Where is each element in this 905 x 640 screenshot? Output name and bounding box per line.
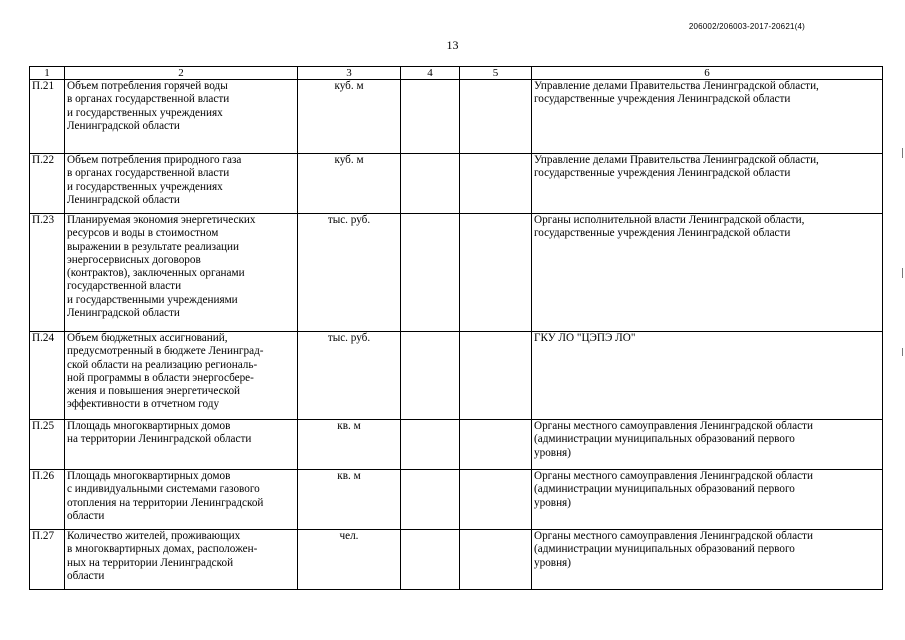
- indicators-table: [29, 66, 883, 590]
- document-id: 206002/206003-2017-20621(4): [688, 22, 805, 31]
- indicator-name-line: Площадь многоквартирных домов: [67, 420, 231, 432]
- unit-of-measure: чел.: [298, 530, 401, 590]
- indicator-code: П.26: [30, 470, 65, 530]
- column-4-cell: [401, 332, 460, 420]
- column-number-1: 1: [30, 67, 65, 80]
- responsible-body-line: уровня): [534, 556, 571, 569]
- responsible-body-line: (администрации муниципальных образований первого: [534, 433, 795, 446]
- indicator-name-line: на территории Ленинградской области: [67, 433, 252, 446]
- responsible-body: [532, 530, 883, 590]
- column-number-row: [30, 67, 883, 80]
- indicator-name-line: государственной власти: [67, 280, 182, 293]
- indicator-name-line: и государственных учреждениях: [67, 180, 223, 193]
- indicator-name: [65, 214, 298, 332]
- responsible-body-line: Органы местного самоуправления Ленинградской области: [534, 420, 813, 432]
- indicator-name: [65, 154, 298, 214]
- responsible-body-line: Органы местного самоуправления Ленинградской области: [534, 530, 813, 542]
- responsible-body-line: ГКУ ЛО "ЦЭПЭ ЛО": [534, 332, 636, 344]
- column-4-cell: [401, 530, 460, 590]
- responsible-body: [532, 332, 883, 420]
- indicator-name-line: области: [67, 569, 105, 582]
- responsible-body-line: уровня): [534, 496, 571, 509]
- page-number: 13: [446, 38, 459, 52]
- indicator-name: [65, 332, 298, 420]
- column-number-6: 6: [532, 67, 883, 80]
- indicator-name-line: в органах государственной власти: [67, 93, 230, 106]
- column-5-cell: [460, 80, 532, 154]
- responsible-body-line: государственные учреждения Ленинградской области: [534, 93, 791, 106]
- indicator-name: [65, 80, 298, 154]
- unit-of-measure: кв. м: [298, 470, 401, 530]
- indicator-name-line: ной программы в области энергосбере-: [67, 371, 254, 384]
- table-row: [30, 530, 883, 590]
- indicator-name-line: (контрактов), заключенных органами: [67, 267, 245, 280]
- column-5-cell: [460, 214, 532, 332]
- indicator-name-line: области: [67, 509, 105, 522]
- indicator-code: П.23: [30, 214, 65, 332]
- column-4-cell: [401, 214, 460, 332]
- scan-artifact: [902, 348, 903, 356]
- column-5-cell: [460, 530, 532, 590]
- indicator-code: П.25: [30, 420, 65, 470]
- indicator-name-line: в органах государственной власти: [67, 167, 230, 180]
- indicator-name-line: в многоквартирных домах, расположен-: [67, 543, 258, 556]
- indicator-name-line: Объем потребления природного газа: [67, 154, 242, 166]
- indicator-name-line: Ленинградской области: [67, 193, 180, 206]
- column-5-cell: [460, 154, 532, 214]
- table-row: [30, 332, 883, 420]
- responsible-body-line: Органы местного самоуправления Ленинградской области: [534, 470, 813, 482]
- column-4-cell: [401, 154, 460, 214]
- indicator-name-line: ской области на реализацию региональ-: [67, 358, 258, 371]
- column-4-cell: [401, 470, 460, 530]
- indicator-name: [65, 470, 298, 530]
- column-5-cell: [460, 470, 532, 530]
- indicator-name-line: Ленинградской области: [67, 307, 180, 320]
- unit-of-measure: кв. м: [298, 420, 401, 470]
- column-number-4: 4: [401, 67, 460, 80]
- scan-artifact: [902, 268, 903, 278]
- responsible-body-line: Управление делами Правительства Ленинградской области,: [534, 154, 819, 166]
- indicator-name-line: жения и повышения энергетической: [67, 385, 241, 398]
- responsible-body-line: (администрации муниципальных образований первого: [534, 543, 795, 556]
- column-5-cell: [460, 420, 532, 470]
- indicator-name-line: с индивидуальными системами газового: [67, 483, 260, 496]
- unit-of-measure: куб. м: [298, 154, 401, 214]
- indicator-name-line: отопления на территории Ленинградской: [67, 496, 264, 509]
- table-row: [30, 470, 883, 530]
- responsible-body-line: уровня): [534, 446, 571, 459]
- indicator-code: П.21: [30, 80, 65, 154]
- responsible-body: [532, 214, 883, 332]
- table-row: [30, 80, 883, 154]
- indicator-name-line: Объем потребления горячей воды: [67, 80, 228, 92]
- column-number-5: 5: [460, 67, 532, 80]
- scan-artifact: [902, 148, 903, 158]
- responsible-body: [532, 420, 883, 470]
- unit-of-measure: тыс. руб.: [298, 214, 401, 332]
- responsible-body: [532, 154, 883, 214]
- indicator-name-line: Площадь многоквартирных домов: [67, 470, 231, 482]
- responsible-body-line: (администрации муниципальных образований первого: [534, 483, 795, 496]
- indicator-name-line: предусмотренный в бюджете Ленинград-: [67, 345, 264, 358]
- indicator-name-line: энергосервисных договоров: [67, 253, 201, 266]
- indicator-name-line: и государственных учреждениях: [67, 106, 223, 119]
- responsible-body: [532, 470, 883, 530]
- indicator-name-line: и государственными учреждениями: [67, 293, 238, 306]
- indicator-name: [65, 420, 298, 470]
- unit-of-measure: тыс. руб.: [298, 332, 401, 420]
- indicator-name-line: ресурсов и воды в стоимостном: [67, 227, 219, 240]
- responsible-body-line: Управление делами Правительства Ленинградской области,: [534, 80, 819, 92]
- indicator-name-line: выражении в результате реализации: [67, 240, 240, 253]
- indicator-name-line: эффективности в отчетном году: [67, 398, 220, 411]
- table-row: [30, 420, 883, 470]
- indicator-name-line: Планируемая экономия энергетических: [67, 214, 256, 226]
- responsible-body-line: государственные учреждения Ленинградской области: [534, 227, 791, 240]
- indicator-code: П.24: [30, 332, 65, 420]
- unit-of-measure: куб. м: [298, 80, 401, 154]
- indicator-name-line: Количество жителей, проживающих: [67, 530, 241, 542]
- table-row: [30, 154, 883, 214]
- table-row: [30, 214, 883, 332]
- column-4-cell: [401, 420, 460, 470]
- indicator-code: П.22: [30, 154, 65, 214]
- indicator-name-line: Объем бюджетных ассигнований,: [67, 332, 228, 344]
- column-number-3: 3: [298, 67, 401, 80]
- indicator-name-line: Ленинградской области: [67, 119, 180, 132]
- indicator-name: [65, 530, 298, 590]
- table-body: [30, 80, 883, 590]
- responsible-body-line: Органы исполнительной власти Ленинградской области,: [534, 214, 805, 226]
- column-number-2: 2: [65, 67, 298, 80]
- column-5-cell: [460, 332, 532, 420]
- indicator-name-line: ных на территории Ленинградской: [67, 556, 234, 569]
- column-4-cell: [401, 80, 460, 154]
- indicator-code: П.27: [30, 530, 65, 590]
- responsible-body-line: государственные учреждения Ленинградской области: [534, 167, 791, 180]
- responsible-body: [532, 80, 883, 154]
